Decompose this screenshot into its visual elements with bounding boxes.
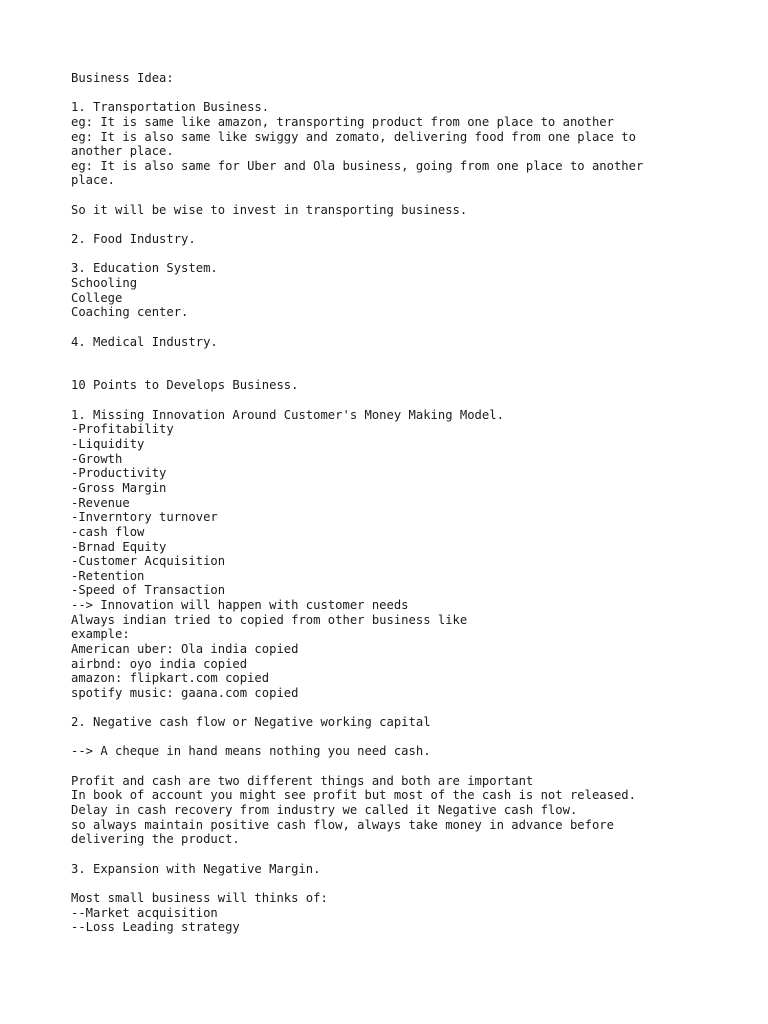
text-line: --> A cheque in hand means nothing you need cash. xyxy=(71,744,431,759)
blank-line xyxy=(71,349,751,364)
blank-line xyxy=(71,759,751,774)
text-line: -Gross Margin xyxy=(71,480,167,495)
text-line: airbnd: oyo india copied xyxy=(71,656,248,671)
blank-line xyxy=(71,217,751,232)
blank-line xyxy=(71,876,751,891)
blank-line xyxy=(71,188,751,203)
text-line: -Speed of Transaction xyxy=(71,583,226,598)
blank-line xyxy=(71,701,751,716)
text-line: eg: It is also same like swiggy and zomato, delivering food from one place to xyxy=(71,129,636,144)
text-line: so always maintain positive cash flow, always take money in advance before xyxy=(71,817,614,832)
text-line: Always indian tried to copied from other business like xyxy=(71,612,468,627)
text-line: In book of account you might see profit but most of the cash is not released. xyxy=(71,788,636,803)
text-line: example: xyxy=(71,627,130,642)
text-line: -Productivity xyxy=(71,466,167,481)
text-line: -Profitability xyxy=(71,422,174,437)
text-line: -Inverntory turnover xyxy=(71,510,218,525)
text-line: Business Idea: xyxy=(71,71,174,85)
text-line: So it will be wise to invest in transporting business. xyxy=(71,202,468,217)
text-line: College xyxy=(71,290,123,305)
text-line: 2. Negative cash flow or Negative working capital xyxy=(71,715,431,730)
text-line: 4. Medical Industry. xyxy=(71,334,218,349)
text-line: Schooling xyxy=(71,275,138,290)
text-line: Most small business will thinks of: xyxy=(71,890,328,905)
text-line: 1. Transportation Business. xyxy=(71,100,270,115)
text-line: -Retention xyxy=(71,568,145,583)
text-line: American uber: Ola india copied xyxy=(71,641,299,656)
text-line: eg: It is same like amazon, transporting product from one place to another xyxy=(71,114,614,129)
blank-line xyxy=(71,247,751,262)
text-line: delivering the product. xyxy=(71,832,240,847)
text-line: -Liquidity xyxy=(71,437,145,452)
blank-line xyxy=(71,730,751,745)
text-line: -Growth xyxy=(71,451,123,466)
text-line: another place. xyxy=(71,144,174,159)
text-line: -Brnad Equity xyxy=(71,539,167,554)
blank-line xyxy=(71,320,751,335)
text-line: Coaching center. xyxy=(71,305,189,320)
text-line: 10 Points to Develops Business. xyxy=(71,378,299,393)
text-line: -cash flow xyxy=(71,524,145,539)
text-line: place. xyxy=(71,173,116,188)
blank-line xyxy=(71,847,751,862)
text-line: --> Innovation will happen with customer needs xyxy=(71,598,409,613)
text-line: eg: It is also same for Uber and Ola business, going from one place to another xyxy=(71,158,644,173)
text-line: --Loss Leading strategy xyxy=(71,920,240,935)
text-line: amazon: flipkart.com copied xyxy=(71,671,270,686)
text-line: -Revenue xyxy=(71,495,130,510)
text-line: 2. Food Industry. xyxy=(71,232,196,247)
blank-line xyxy=(71,86,751,101)
text-line: Profit and cash are two different things and both are important xyxy=(71,773,534,788)
blank-line xyxy=(71,364,751,379)
text-line: spotify music: gaana.com copied xyxy=(71,685,299,700)
document-body xyxy=(71,71,751,935)
blank-line xyxy=(71,393,751,408)
text-line: -Customer Acquisition xyxy=(71,554,226,569)
text-line: 3. Education System. xyxy=(71,261,218,276)
text-line: 3. Expansion with Negative Margin. xyxy=(71,861,321,876)
text-line: Delay in cash recovery from industry we called it Negative cash flow. xyxy=(71,803,578,818)
text-line: 1. Missing Innovation Around Customer's Money Making Model. xyxy=(71,407,504,422)
text-line: --Market acquisition xyxy=(71,905,218,920)
